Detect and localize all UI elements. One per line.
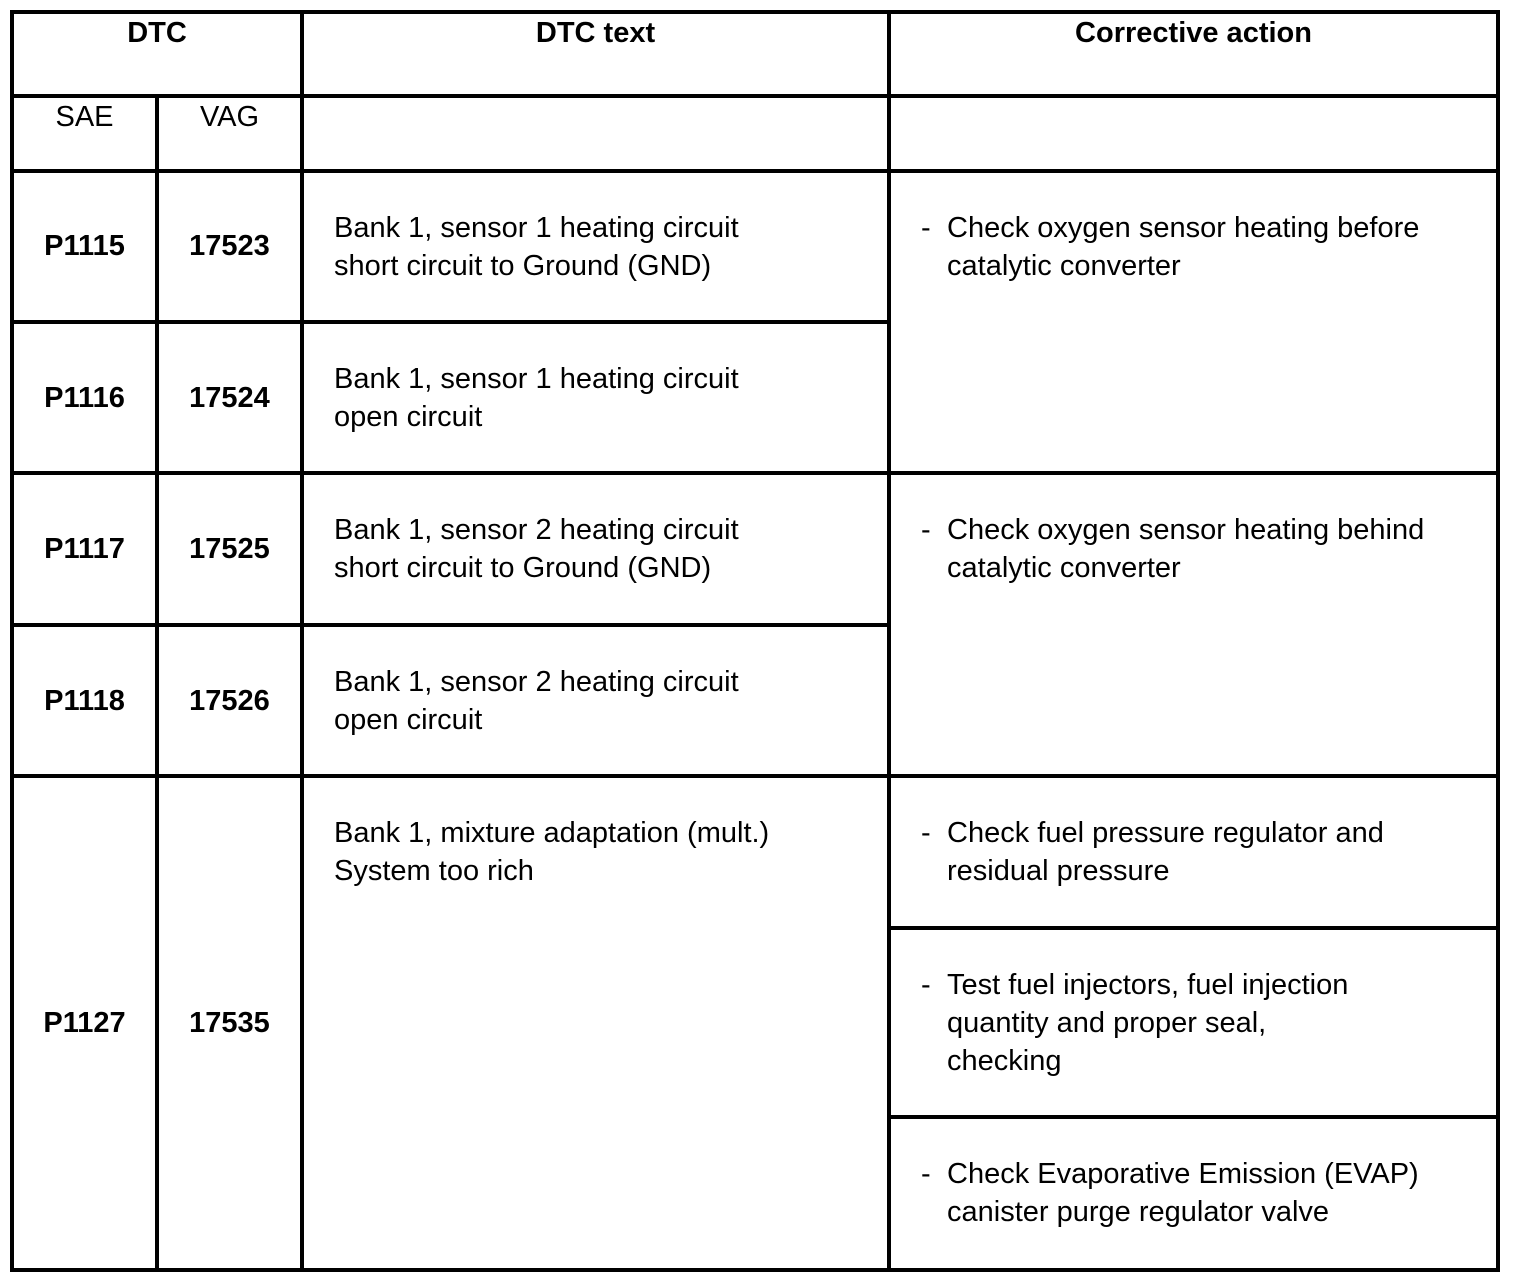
header-row <box>12 12 1498 96</box>
action-line: Check oxygen sensor heating before <box>947 211 1420 244</box>
header-vag: VAG <box>157 96 302 170</box>
dtc-description <box>302 473 889 624</box>
dtc-description-line: System too rich <box>334 855 534 888</box>
bullet-dash: - <box>921 211 931 244</box>
table-row <box>12 171 1498 322</box>
sae-code: P1115 <box>12 171 157 322</box>
corrective-action-item <box>921 209 1486 285</box>
subheader-row <box>12 96 1498 170</box>
subheader-empty-action <box>889 96 1498 170</box>
corrective-action-item <box>921 966 1486 1080</box>
corrective-action-cell <box>889 473 1498 776</box>
dtc-description-line: open circuit <box>334 703 483 736</box>
dtc-description-line: Bank 1, sensor 2 heating circuit <box>334 514 739 547</box>
corrective-action-cell <box>889 776 1498 927</box>
dtc-description-line: open circuit <box>334 400 483 433</box>
action-line: canister purge regulator valve <box>947 1196 1330 1229</box>
header-corrective-action: Corrective action <box>889 12 1498 96</box>
header-dtc: DTC <box>12 12 302 96</box>
table-row <box>12 776 1498 927</box>
action-line: catalytic converter <box>947 552 1181 585</box>
dtc-description <box>302 625 889 776</box>
vag-code: 17523 <box>157 171 302 322</box>
subheader-empty-text <box>302 96 889 170</box>
vag-code: 17535 <box>157 776 302 1270</box>
vag-code: 17524 <box>157 322 302 473</box>
bullet-dash: - <box>921 817 931 850</box>
vag-code: 17525 <box>157 473 302 624</box>
sae-code: P1116 <box>12 322 157 473</box>
action-line: checking <box>947 1044 1062 1077</box>
table-row <box>12 473 1498 624</box>
corrective-action-cell <box>889 171 1498 474</box>
dtc-description-line: Bank 1, sensor 2 heating circuit <box>334 665 739 698</box>
sae-code: P1118 <box>12 625 157 776</box>
dtc-description-line: Bank 1, sensor 1 heating circuit <box>334 211 739 244</box>
sae-code: P1127 <box>12 776 157 1270</box>
dtc-table <box>10 10 1500 1272</box>
dtc-description <box>302 776 889 1270</box>
corrective-action-cell <box>889 1117 1498 1270</box>
bullet-dash: - <box>921 514 931 547</box>
header-sae: SAE <box>12 96 157 170</box>
dtc-description <box>302 171 889 322</box>
dtc-description-line: Bank 1, mixture adaptation (mult.) <box>334 817 770 850</box>
action-line: catalytic converter <box>947 249 1181 282</box>
corrective-action-cell <box>889 928 1498 1118</box>
dtc-description <box>302 322 889 473</box>
corrective-action-item <box>921 511 1486 587</box>
dtc-description-line: short circuit to Ground (GND) <box>334 249 712 282</box>
dtc-description-line: Bank 1, sensor 1 heating circuit <box>334 362 739 395</box>
action-line: Test fuel injectors, fuel injection <box>947 968 1349 1001</box>
sae-code: P1117 <box>12 473 157 624</box>
corrective-action-item <box>921 814 1486 890</box>
corrective-action-item <box>921 1155 1486 1231</box>
action-line: residual pressure <box>947 855 1170 888</box>
bullet-dash: - <box>921 968 931 1001</box>
dtc-description-line: short circuit to Ground (GND) <box>334 552 712 585</box>
action-line: Check Evaporative Emission (EVAP) <box>947 1158 1419 1191</box>
action-line: quantity and proper seal, <box>947 1006 1267 1039</box>
action-line: Check fuel pressure regulator and <box>947 817 1384 850</box>
vag-code: 17526 <box>157 625 302 776</box>
bullet-dash: - <box>921 1158 931 1191</box>
action-line: Check oxygen sensor heating behind <box>947 514 1425 547</box>
header-dtc-text: DTC text <box>302 12 889 96</box>
